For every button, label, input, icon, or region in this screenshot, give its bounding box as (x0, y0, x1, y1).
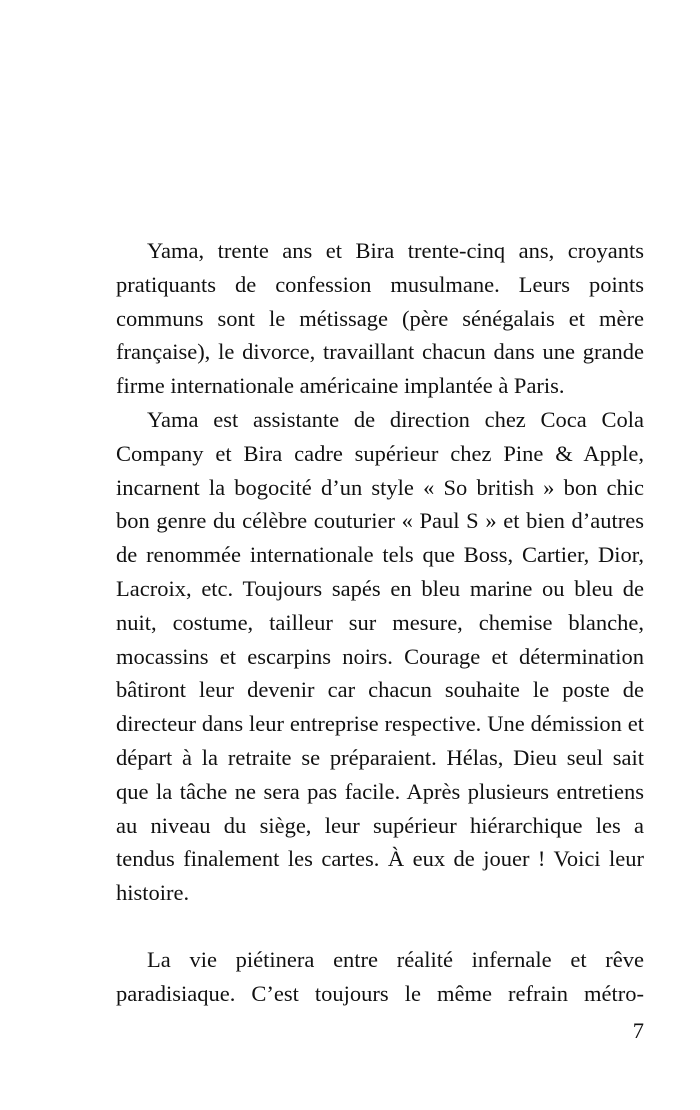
paragraph-3: La vie piétinera entre réalité infernale et rêve paradisiaque. C’est toujours le même refrain métro- (116, 946, 644, 1006)
paragraph-1: Yama, trente ans et Bira trente-cinq ans, croyants pratiquants de confession musulmane. Leurs points communs sont le métissage (père sénégalais et mère française), le divorce, travaillant chacun dans une grande firme internationale américaine implantée à Paris. (116, 238, 644, 399)
paragraph-2: Yama est assistante de direction chez Coca Cola Company et Bira cadre supérieur chez Pine & Apple, incarnent la bogocité d’un style « So british » bon chic bon genre du célèbre couturier « Paul S » et bien d’autres de renommée internationale tels que Boss, Cartier, Dior, Lacroix, etc. Toujours sapés en bleu marine ou bleu de nuit, costume, tailleur sur mesure, chemise blanche, mocassins et escarpins noirs. Courage et détermination bâtiront leur devenir car chacun souhaite le poste de directeur dans leur entreprise respective. Une démission et départ à la retraite se préparaient. Hélas, Dieu seul sait que la tâche ne sera pas facile. Après plusieurs entretiens au niveau du siège, leur supérieur hiérarchique les a tendus finalement les cartes. À eux de jouer ! Voici leur histoire. (116, 406, 644, 906)
page-number: 7 (632, 1018, 644, 1043)
body-text (116, 234, 644, 1011)
